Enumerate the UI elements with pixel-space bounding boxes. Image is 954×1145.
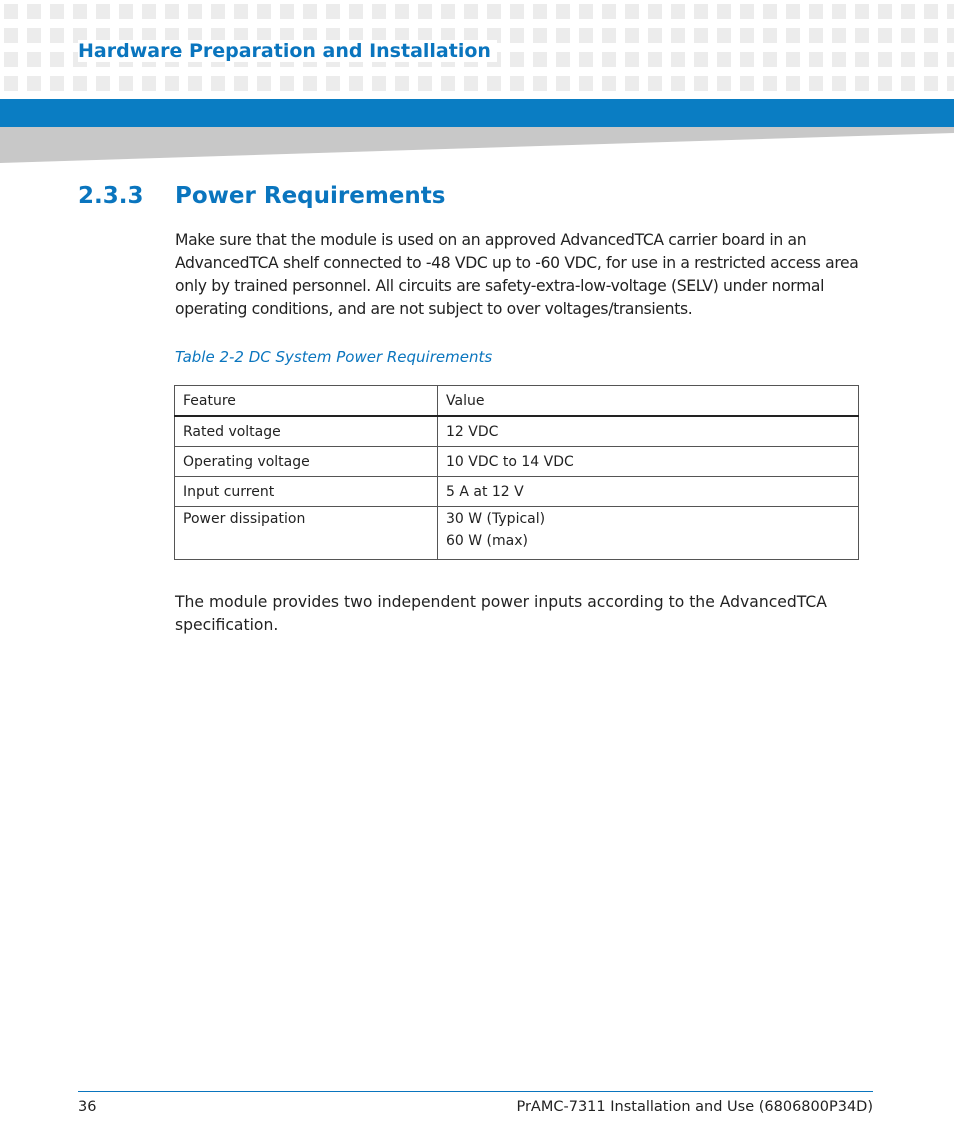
power-requirements-table (174, 385, 859, 560)
page-number: 36 (78, 1099, 97, 1115)
feature-cell: Operating voltage (175, 447, 438, 477)
value-cell: 10 VDC to 14 VDC (438, 447, 859, 477)
footer-document-title: PrAMC-7311 Installation and Use (6806800P34D) (516, 1099, 873, 1115)
footer-rule (78, 1091, 873, 1092)
closing-paragraph: The module provides two independent power inputs according to the AdvancedTCA specification. (175, 593, 827, 634)
section-number: 2.3.3 (78, 183, 144, 209)
column-header-value: Value (438, 386, 859, 417)
header-blue-bar (0, 99, 954, 127)
value-cell: 12 VDC (438, 416, 859, 447)
column-header-feature: Feature (175, 386, 438, 417)
chapter-header-title: Hardware Preparation and Installation (78, 40, 497, 62)
table-caption: Table 2-2 DC System Power Requirements (175, 348, 493, 366)
table-row (175, 477, 859, 507)
value-cell (438, 507, 859, 560)
header-gray-wedge (0, 127, 954, 163)
intro-paragraph: Make sure that the module is used on an approved AdvancedTCA carrier board in an AdvancedTCA shelf connected to -48 VDC up to -60 VDC, for use in a restricted access area only by trained personnel. All circuits are safety-extra-low-voltage (SELV) under normal operating conditions, and are not subject to over voltages/transients. (175, 231, 859, 318)
table-row (175, 447, 859, 477)
feature-cell: Input current (175, 477, 438, 507)
table-row (175, 416, 859, 447)
section-title: Power Requirements (175, 183, 446, 209)
value-line-typical: 30 W (Typical) (446, 511, 546, 527)
table-header-row (175, 386, 859, 417)
feature-cell: Rated voltage (175, 416, 438, 447)
table-row (175, 507, 859, 560)
feature-cell: Power dissipation (175, 507, 438, 560)
value-cell: 5 A at 12 V (438, 477, 859, 507)
section-heading (78, 183, 445, 209)
value-line-max: 60 W (max) (446, 533, 528, 549)
